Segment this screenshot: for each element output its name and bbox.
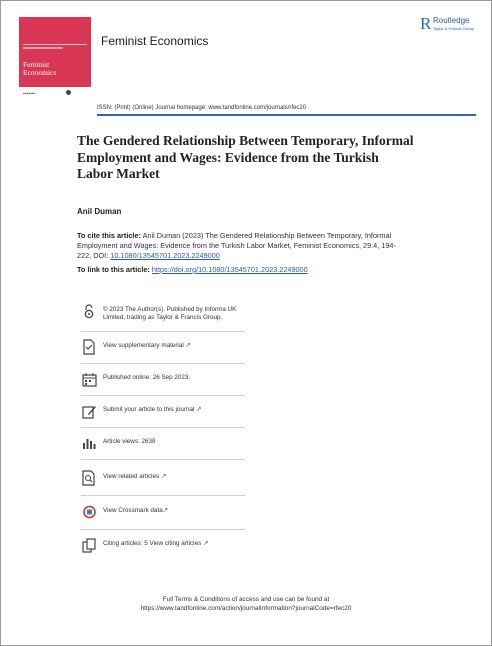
header-rule bbox=[97, 114, 476, 116]
search-document-icon bbox=[81, 470, 97, 486]
cite-text: Anil Duman (2023) The Gendered Relationship Between Temporary, Informal Employment and Wages: Evidence from the Turkish Labor Market, Feminist Economics, 29:4, 194-222, DOI: bbox=[77, 231, 396, 260]
citing-articles-icon bbox=[81, 537, 97, 553]
external-link-icon: ↗ bbox=[160, 473, 167, 480]
bar-chart-icon bbox=[81, 435, 97, 451]
footer-url[interactable]: https://www.tandfonline.com/action/journalInformation?journalCode=rfec20 bbox=[140, 605, 352, 612]
article-views-text: Article views: 2638 bbox=[103, 438, 156, 445]
supplementary-material-link[interactable]: View supplementary material ↗ bbox=[103, 342, 191, 349]
divider bbox=[81, 363, 245, 364]
footer-line: Full Terms & Conditions of access and use can be found at bbox=[162, 596, 330, 603]
related-articles-row[interactable] bbox=[81, 470, 261, 494]
published-online-text: Published online: 26 Sep 2023. bbox=[103, 374, 191, 381]
article-title: The Gendered Relationship Between Temporary, Informal Employment and Wages: Evidence from the Turkish Labor Market bbox=[77, 133, 414, 181]
edit-icon bbox=[81, 403, 97, 419]
citing-articles-link[interactable]: Citing articles: 5 View citing articles ↗ bbox=[103, 540, 209, 547]
cover-divider bbox=[23, 44, 87, 45]
routledge-r-icon: R bbox=[420, 14, 432, 33]
divider bbox=[81, 495, 245, 496]
doi-link[interactable]: 10.1080/13545701.2023.2249000 bbox=[110, 251, 220, 260]
crossmark-row[interactable] bbox=[81, 504, 261, 528]
cover-title: Feminist Economics bbox=[23, 60, 57, 77]
article-url-link[interactable]: https://doi.org/10.1080/13545701.2023.2249000 bbox=[151, 265, 308, 274]
crossmark-icon bbox=[81, 504, 97, 520]
cover-accent bbox=[23, 47, 63, 49]
terms-footer bbox=[1, 595, 491, 613]
external-link-icon: ↗ bbox=[202, 540, 209, 547]
external-link-icon: ↗ bbox=[196, 406, 202, 413]
related-articles-link[interactable]: View related articles ↗ bbox=[103, 473, 167, 480]
divider bbox=[81, 395, 245, 396]
article-views-row bbox=[81, 435, 261, 459]
publisher-group: Taylor & Francis Group bbox=[433, 26, 474, 31]
open-access-icon bbox=[81, 303, 97, 319]
logo-text: ▪▪▪▪▪▪▪ bbox=[23, 91, 36, 97]
cover-logos bbox=[23, 91, 35, 97]
author-name: Anil Duman bbox=[77, 207, 122, 216]
copyright-row bbox=[81, 303, 261, 327]
link-label: To link to this article: bbox=[77, 265, 150, 274]
journal-title[interactable]: Feminist Economics bbox=[101, 34, 209, 48]
divider bbox=[81, 331, 245, 332]
document-icon bbox=[81, 339, 97, 355]
issn-homepage-line[interactable]: ISSN: (Print) (Online) Journal homepage: www.tandfonline.com/journals/rfec20 bbox=[97, 105, 307, 111]
external-link-icon: ↗ bbox=[162, 507, 169, 514]
divider bbox=[81, 427, 245, 428]
citing-articles-row[interactable] bbox=[81, 537, 261, 561]
divider bbox=[81, 529, 245, 530]
submit-article-link[interactable]: Submit your article to this journal ↗ bbox=[103, 406, 202, 413]
supplementary-material-row[interactable] bbox=[81, 339, 261, 363]
calendar-icon bbox=[81, 371, 97, 387]
routledge-logo bbox=[420, 15, 482, 35]
submit-article-row[interactable] bbox=[81, 403, 261, 427]
cite-label: To cite this article: bbox=[77, 231, 141, 240]
logo-dot-icon bbox=[66, 90, 71, 95]
published-online-row bbox=[81, 371, 261, 395]
article-link-line bbox=[77, 265, 308, 274]
crossmark-link[interactable]: View Crossmark data↗ bbox=[103, 507, 169, 514]
divider bbox=[81, 459, 245, 460]
citation-block bbox=[77, 231, 407, 261]
external-link-icon: ↗ bbox=[185, 342, 191, 349]
copyright-text: © 2023 The Author(s). Published by Informa UK Limited, trading as Taylor & Francis Group. bbox=[103, 306, 237, 321]
journal-cover-image bbox=[19, 17, 91, 87]
publisher-name: Routledge bbox=[433, 16, 470, 25]
